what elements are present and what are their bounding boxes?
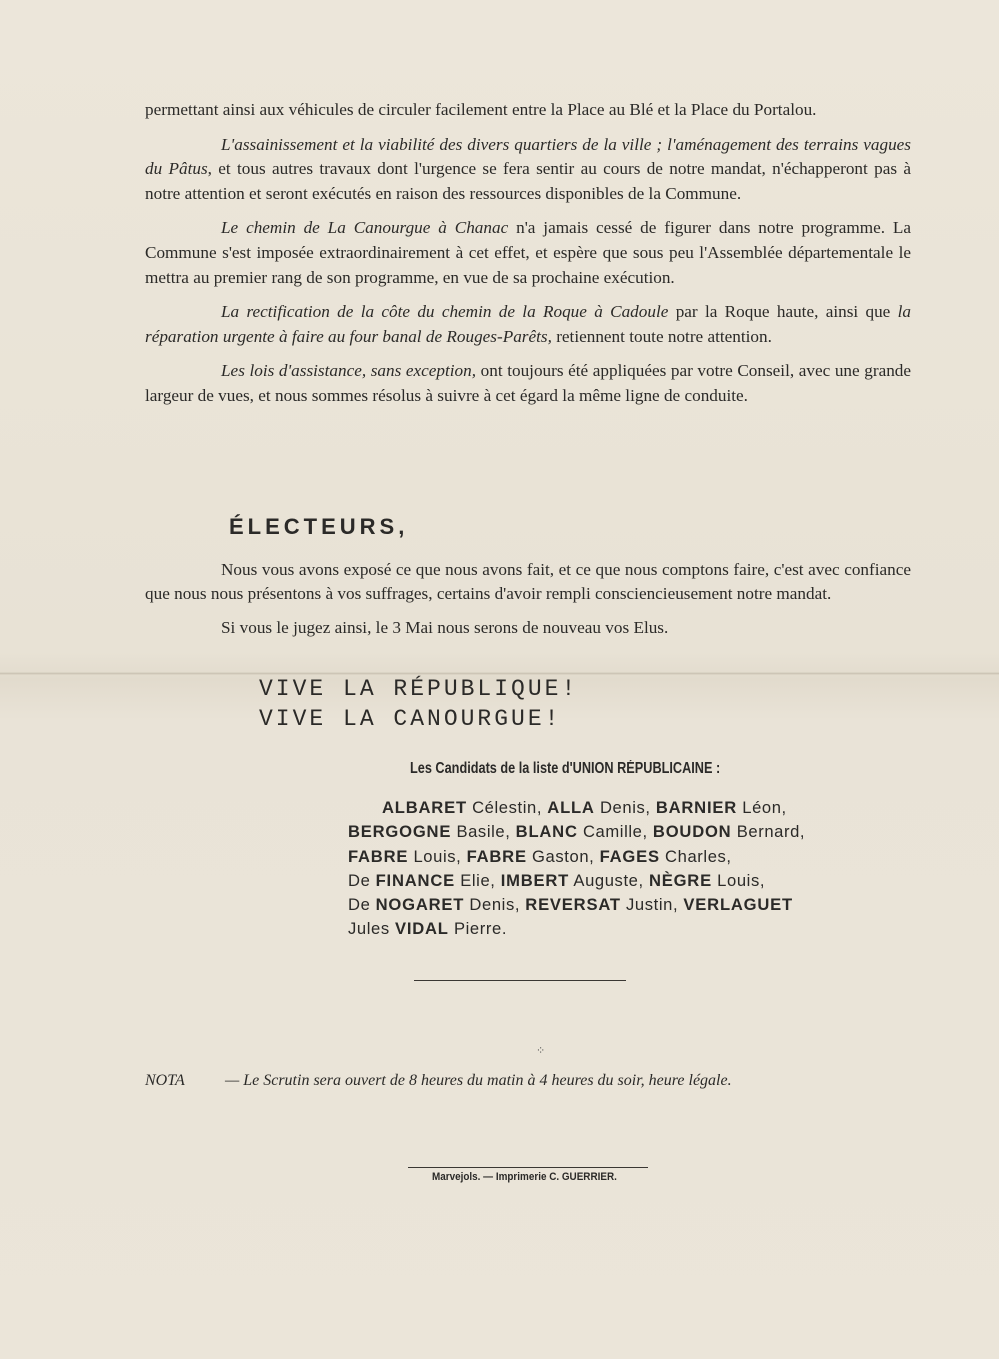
candidate-surname: ALLA xyxy=(547,798,595,817)
candidate-surname: FABRE xyxy=(348,846,409,866)
candidate-surname: BLANC xyxy=(515,822,578,842)
candidate-firstname: Pierre. xyxy=(453,919,508,939)
candidate-firstname: Louis, xyxy=(413,846,462,866)
paragraph-3-italic: Le chemin de La Canourgue à Chanac xyxy=(221,218,509,238)
paragraph-5-italic: Les lois d'assistance, sans exception, xyxy=(221,361,477,381)
electeurs-paragraph-2: Si vous le jugez ainsi, le 3 Mai nous serons de nouveau vos Elus. xyxy=(221,618,669,637)
candidate-firstname: Denis, xyxy=(469,895,521,915)
candidates-line xyxy=(348,845,914,869)
separator-rule xyxy=(414,980,626,981)
electeurs-text xyxy=(145,558,911,650)
candidate-firstname: Elie, xyxy=(460,870,496,890)
ornament-icon: ⁘ xyxy=(536,1045,546,1057)
candidates-line xyxy=(348,869,914,893)
electeurs-heading: ÉLECTEURS, xyxy=(229,514,409,539)
candidate-surname: VERLAGUET xyxy=(683,895,793,915)
candidate-firstname: Basile, xyxy=(456,822,511,842)
paragraph-3 xyxy=(145,216,911,290)
nota-text: — Le Scrutin sera ouvert de 8 heures du matin à 4 heures du soir, heure légale. xyxy=(225,1072,732,1089)
candidates-title: Les Candidats de la liste d'UNION RÉPUBLICAINE : xyxy=(410,760,721,777)
candidates-line xyxy=(348,796,914,820)
paragraph-4-italic-2: la réparation urgente à faire au four banal de Rouges-Parêts, xyxy=(145,302,911,346)
paragraph-5-text: ont toujours été appliquées par votre Conseil, avec une grande largeur de vues, et nous sommes résolus à suivre à cet égard la même ligne de conduite. xyxy=(145,361,912,405)
paragraph-4-text-2: retiennent toute notre attention. xyxy=(551,326,772,346)
candidate-surname: NÈGRE xyxy=(648,870,712,890)
paragraph-4-text-1: par la Roque haute, ainsi que xyxy=(668,302,898,322)
candidates-line xyxy=(348,893,914,917)
nota-line xyxy=(145,1072,732,1090)
candidate-firstname: Louis, xyxy=(717,870,766,890)
candidate-surname: FINANCE xyxy=(375,870,455,890)
candidate-surname: FABRE xyxy=(466,846,527,866)
candidate-firstname: Gaston, xyxy=(532,846,595,866)
candidate-firstname: Justin, xyxy=(626,895,679,915)
candidate-firstname: Célestin, xyxy=(472,798,543,817)
candidate-surname: BERGOGNE xyxy=(348,822,452,842)
paragraph-4-italic-1: La rectification de la côte du chemin de la Roque à Cadoule xyxy=(221,302,669,322)
paragraph-1 xyxy=(145,98,911,123)
candidate-surname: FAGES xyxy=(599,846,660,866)
candidate-surname: BOUDON xyxy=(652,822,732,842)
paragraph-3-text: n'a jamais cessé de figurer dans notre programme. La Commune s'est imposée extraordinairement à cet effet, et espère que sous peu l'Assemblée départementale le mettra au premier rang de son programme, en vue de sa prochaine exécution. xyxy=(145,218,911,287)
candidate-surname: BARNIER xyxy=(655,798,738,817)
candidate-prefix: De xyxy=(348,895,376,915)
paragraph-2-italic: L'assainissement et la viabilité des divers quartiers de la ville ; l'aménagement des terrains vagues du Pâtus xyxy=(145,134,911,179)
paragraph-1-text: permettant ainsi aux véhicules de circuler facilement entre la Place au Blé et la Place du Portalou. xyxy=(145,100,817,119)
body-text xyxy=(145,98,911,419)
candidate-firstname: Charles, xyxy=(665,846,732,866)
candidate-surname: NOGARET xyxy=(375,895,465,915)
candidates-line xyxy=(348,820,914,844)
slogan-republique: VIVE LA RÉPUBLIQUE! xyxy=(259,676,579,702)
candidate-firstname: Léon, xyxy=(742,798,787,817)
candidate-firstname: Camille, xyxy=(582,822,648,842)
candidate-prefix: De xyxy=(348,870,376,890)
paper-fold xyxy=(0,672,999,675)
candidate-surname: VIDAL xyxy=(394,919,449,939)
paragraph-2-text: , et tous autres travaux dont l'urgence se fera sentir au cours de notre mandat, n'échapperont pas à notre attention et seront exécutés en raison des ressources disponibles de la Commune. xyxy=(145,159,911,203)
candidates-list xyxy=(348,796,914,942)
candidate-surname: ALBARET xyxy=(382,798,467,817)
candidate-firstname: Bernard, xyxy=(736,822,806,842)
printer-imprint: Marvejols. — Imprimerie C. GUERRIER. xyxy=(432,1171,617,1183)
paragraph-4 xyxy=(145,300,911,349)
candidate-surname: IMBERT xyxy=(500,870,570,890)
paragraph-5 xyxy=(145,359,911,408)
candidate-surname: REVERSAT xyxy=(525,895,621,915)
candidates-line xyxy=(348,917,914,941)
nota-label: NOTA xyxy=(145,1072,185,1089)
candidate-firstname: Denis, xyxy=(599,798,651,817)
electeurs-paragraph-1: Nous vous avons exposé ce que nous avons fait, et ce que nous comptons faire, c'est avec confiance que nous nous présentons à vos suffrages, certains d'avoir rempli consciencieusement notre mandat. xyxy=(145,560,911,603)
candidate-prefix: Jules xyxy=(348,919,395,939)
candidate-firstname: Auguste, xyxy=(573,870,644,890)
printer-rule xyxy=(408,1167,648,1168)
slogan-canourgue: VIVE LA CANOURGUE! xyxy=(259,706,562,732)
paragraph-2 xyxy=(145,133,911,207)
